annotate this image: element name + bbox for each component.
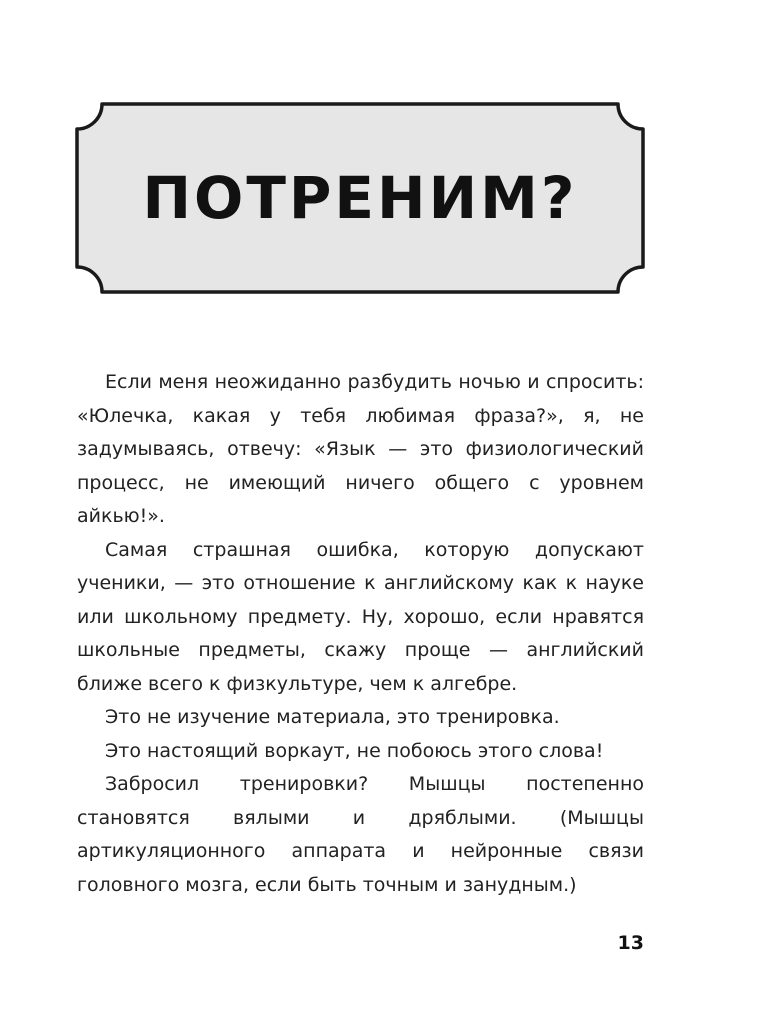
paragraph: Забросил тренировки? Мышцы постепенно становятся вялыми и дряблыми. (Мышцы артикуляционного аппарата и нейронные связи головного мозга, если быть точным и занудным.) — [77, 773, 644, 896]
chapter-title: ПОТРЕНИМ? — [142, 164, 578, 232]
page-number: 13 — [617, 932, 644, 954]
chapter-title-plate — [74, 101, 646, 295]
paragraph: Самая страшная ошибка, которую допускают ученики, — это отношение к английскому как к науке или школьному предмету. Ну, хорошо, если нравятся школьные предметы, скажу проще — английский ближе всего к физкультуре, чем к алгебре. — [77, 538, 644, 695]
chapter-body — [77, 366, 644, 902]
paragraph: Это не изучение материала, это тренировка. — [105, 706, 560, 728]
paragraph: Это настоящий воркаут, не побоюсь этого слова! — [105, 739, 604, 762]
paragraph: Если меня неожиданно разбудить ночью и спросить: «Юлечка, какая у тебя любимая фраза?», я, не задумываясь, отвечу: «Язык — это физиологический процесс, не имеющий ничего общего с уровнем айкью!». — [77, 371, 644, 527]
